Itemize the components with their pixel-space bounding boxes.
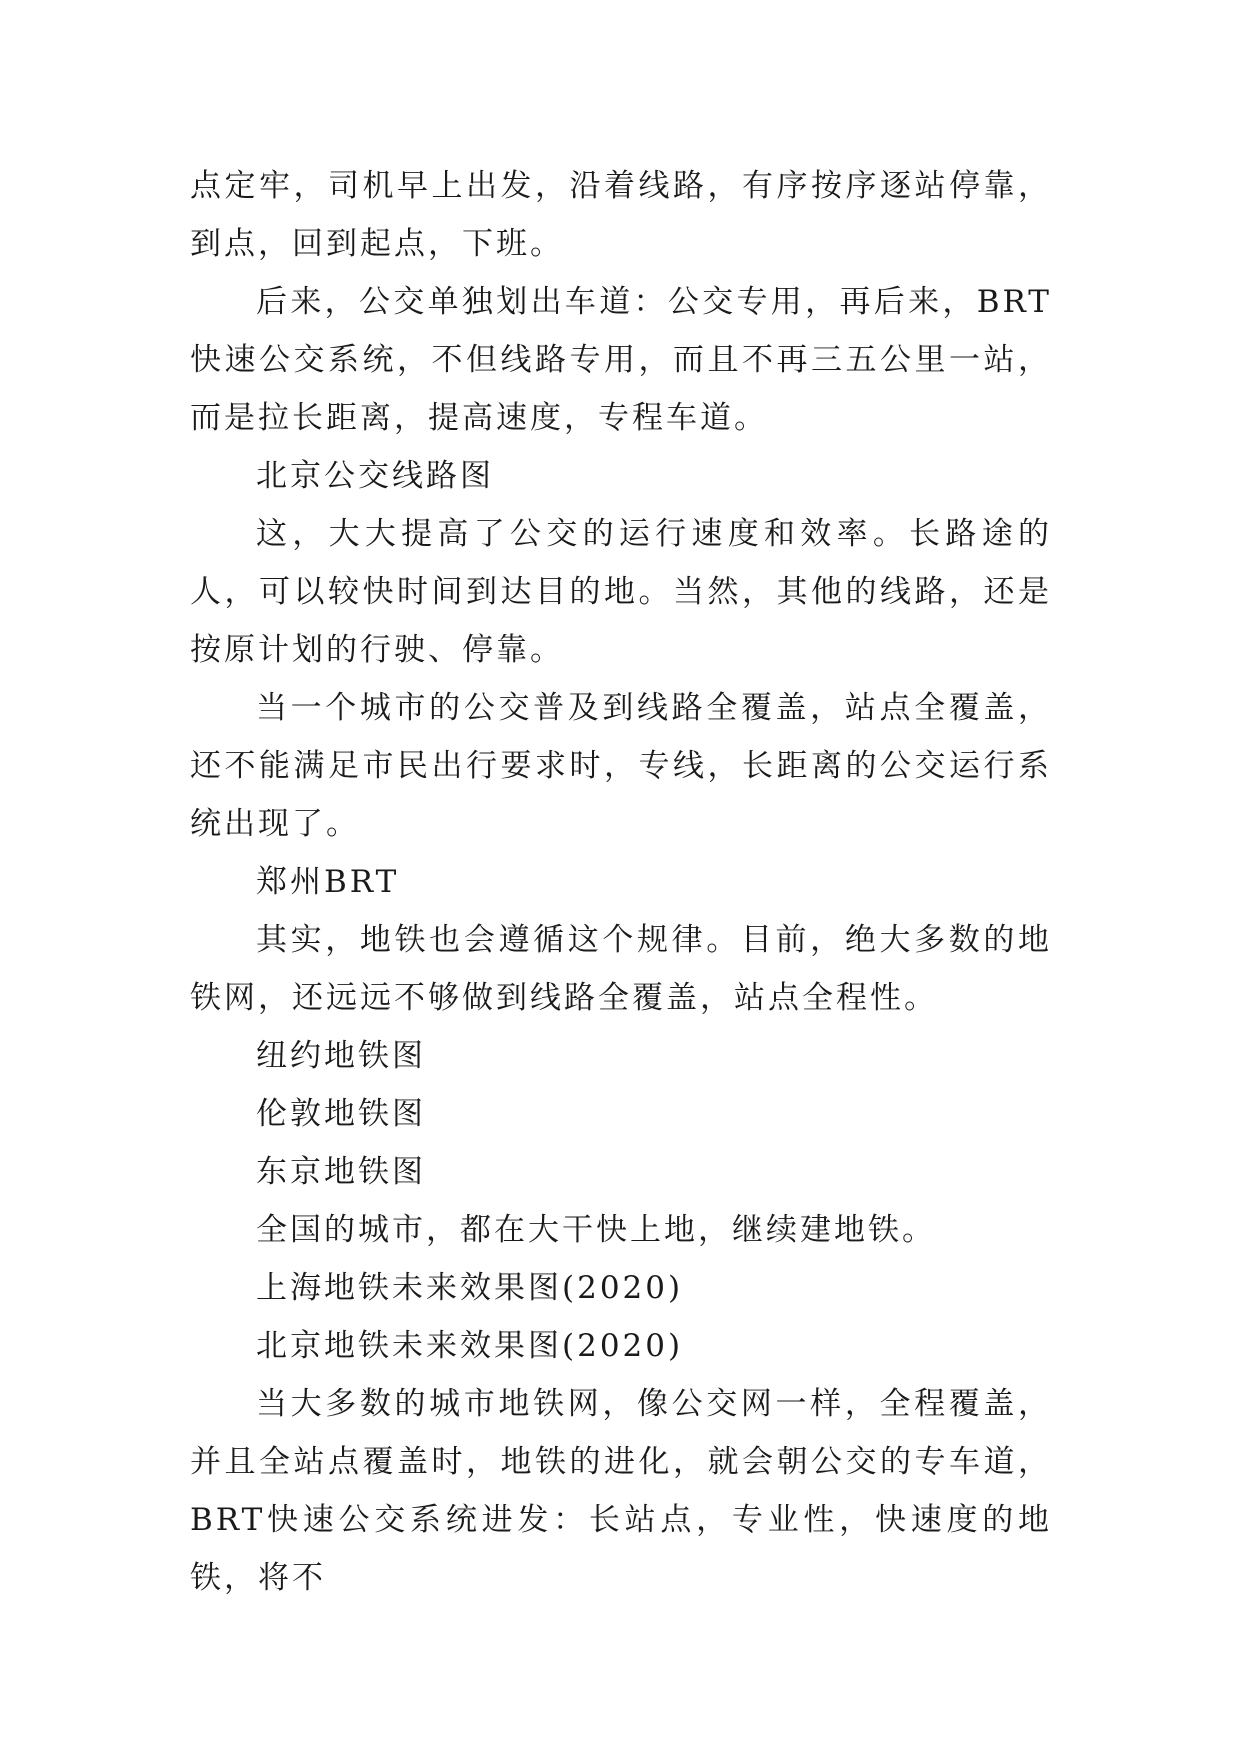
image-caption: 北京地铁未来效果图(2020) <box>256 1328 684 1364</box>
paragraph-continued: 点定牢，司机早上出发，沿着线路，有序按序逐站停靠，到点，回到起点，下班。 <box>190 168 1052 262</box>
paragraph: 后来，公交单独划出车道：公交专用，再后来，BRT快速公交系统，不但线路专用，而且不再三五公里一站，而是拉长距离，提高速度，专程车道。 <box>190 284 1052 436</box>
paragraph: 当一个城市的公交普及到线路全覆盖，站点全覆盖，还不能满足市民出行要求时，专线，长距离的公交运行系统出现了。 <box>190 690 1052 842</box>
paragraph: 这，大大提高了公交的运行速度和效率。长路途的人，可以较快时间到达目的地。当然，其他的线路，还是按原计划的行驶、停靠。 <box>190 516 1052 668</box>
image-caption: 东京地铁图 <box>256 1154 426 1190</box>
paragraph: 其实，地铁也会遵循这个规律。目前，绝大多数的地铁网，还远远不够做到线路全覆盖，站点全程性。 <box>190 922 1052 1016</box>
image-caption: 上海地铁未来效果图(2020) <box>256 1270 684 1306</box>
paragraph: 当大多数的城市地铁网，像公交网一样，全程覆盖，并且全站点覆盖时，地铁的进化，就会朝公交的专车道，BRT快速公交系统进发：长站点，专业性，快速度的地铁，将不 <box>190 1386 1052 1596</box>
image-caption: 纽约地铁图 <box>256 1038 426 1074</box>
image-caption: 北京公交线路图 <box>256 458 494 494</box>
image-caption: 伦敦地铁图 <box>256 1096 426 1132</box>
paragraph: 全国的城市，都在大干快上地，继续建地铁。 <box>256 1212 936 1248</box>
body-text <box>190 157 1052 1607</box>
image-caption: 郑州BRT <box>256 864 400 900</box>
